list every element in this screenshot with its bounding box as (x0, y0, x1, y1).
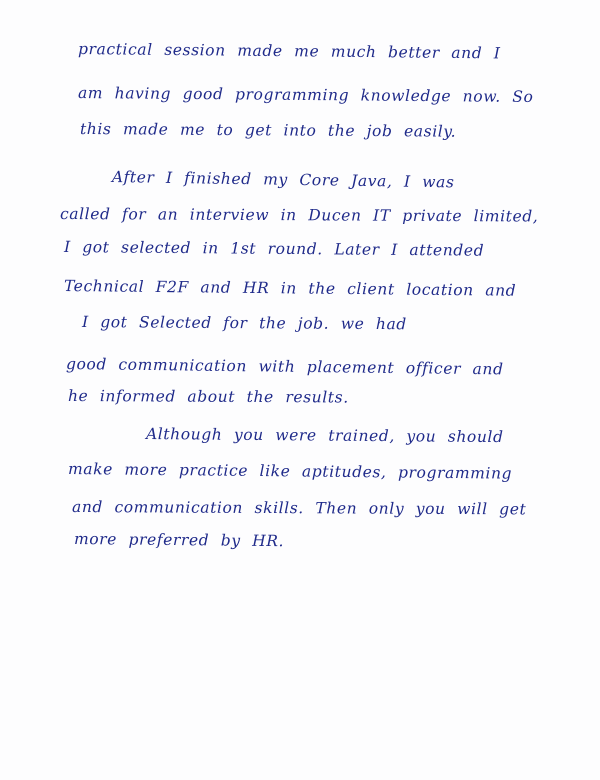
text-line: make more practice like aptitudes, programming (67, 460, 513, 483)
text-line: practical session made me much better and I (77, 40, 501, 63)
text-line: called for an interview in Ducen IT private limited, (59, 205, 539, 226)
text-line: I got Selected for the job. we had (81, 313, 407, 334)
text-line: he informed about the results. (67, 387, 349, 407)
text-line: this made me to get into the job easily. (79, 120, 457, 141)
text-line: I got selected in 1st round. Later I attended (63, 238, 485, 260)
text-line: After I finished my Core Java, I was (111, 168, 455, 192)
text-line: Technical F2F and HR in the client location and (63, 277, 517, 300)
text-line: and communication skills. Then only you will get (71, 498, 527, 519)
text-line: Although you were trained, you should (145, 425, 504, 447)
text-line: good communication with placement officer and (65, 355, 504, 379)
text-line: am having good programming knowledge now. So (77, 84, 534, 106)
text-line: more preferred by HR. (73, 530, 285, 551)
